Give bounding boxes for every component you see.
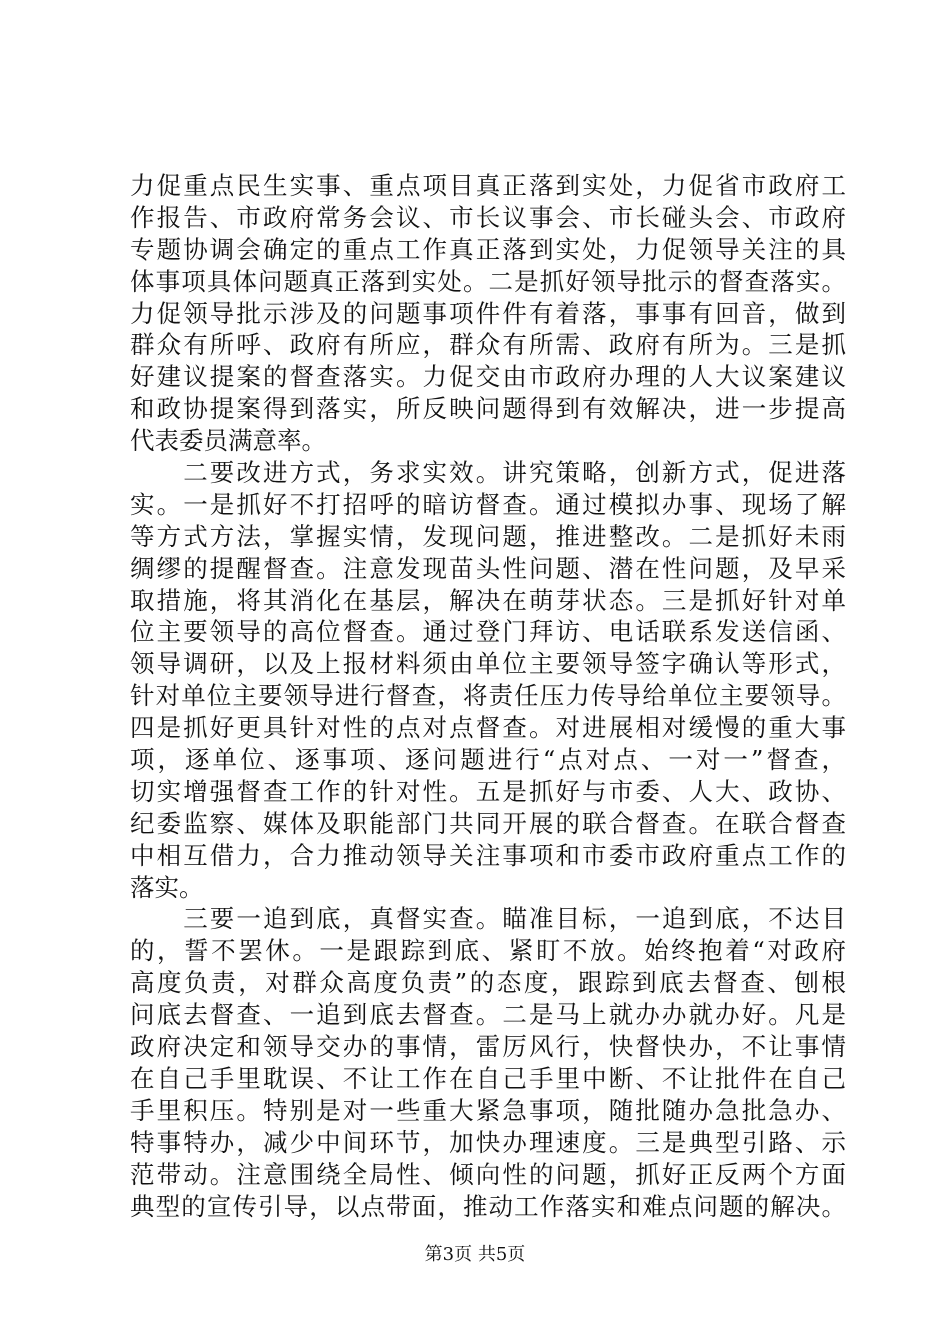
text-line: 位主要领导的高位督查。通过登门拜访、电话联系发送信函、 xyxy=(130,617,846,647)
text-line: 代表委员满意率。 xyxy=(130,426,326,456)
text-line: 专题协调会确定的重点工作真正落到实处，力促领导关注的具 xyxy=(130,234,846,264)
text-line: 中相互借力，合力推动领导关注事项和市委市政府重点工作的 xyxy=(130,840,846,870)
text-line: 的，誓不罢休。一是跟踪到底、紧盯不放。始终抱着“对政府 xyxy=(130,936,846,966)
paragraph-3 xyxy=(130,903,846,1222)
text-line: 好建议提案的督查落实。力促交由市政府办理的人大议案建议 xyxy=(130,362,846,392)
text-line: 高度负责，对群众高度负责”的态度，跟踪到底去督查、刨根 xyxy=(130,968,846,998)
text-line: 领导调研，以及上报材料须由单位主要领导签字确认等形式， xyxy=(130,649,846,679)
text-line: 项，逐单位、逐事项、逐问题进行“点对点、一对一”督查， xyxy=(130,745,846,775)
text-line: 取措施，将其消化在基层，解决在萌芽状态。三是抓好针对单 xyxy=(130,585,846,615)
text-line: 三要一追到底，真督实查。瞄准目标，一追到底，不达目 xyxy=(130,904,846,934)
text-line: 在自己手里耽误、不让工作在自己手里中断、不让批件在自己 xyxy=(130,1063,846,1093)
text-line: 力促领导批示涉及的问题事项件件有着落，事事有回音，做到 xyxy=(130,298,846,328)
text-line: 问底去督查、一追到底去督查。二是马上就办办就办好。凡是 xyxy=(130,1000,846,1030)
text-line: 绸缪的提醒督查。注意发现苗头性问题、潜在性问题，及早采 xyxy=(130,553,846,583)
text-line: 四是抓好更具针对性的点对点督查。对进展相对缓慢的重大事 xyxy=(130,713,846,743)
text-line: 针对单位主要领导进行督查，将责任压力传导给单位主要领导。 xyxy=(130,681,846,711)
page-number-footer: 第3页 共5页 xyxy=(424,1244,526,1265)
text-line: 和政协提案得到落实，所反映问题得到有效解决，进一步提高 xyxy=(130,394,846,424)
text-line: 群众有所呼、政府有所应，群众有所需、政府有所为。三是抓 xyxy=(130,330,846,360)
text-line: 政府决定和领导交办的事情，雷厉风行，快督快办，不让事情 xyxy=(130,1032,846,1062)
text-line: 力促重点民生实事、重点项目真正落到实处，力促省市政府工 xyxy=(130,171,846,200)
text-line: 范带动。注意围绕全局性、倾向性的问题，抓好正反两个方面 xyxy=(130,1159,846,1189)
text-line: 作报告、市政府常务会议、市长议事会、市长碰头会、市政府 xyxy=(130,202,846,232)
text-line: 特事特办，减少中间环节，加快办理速度。三是典型引路、示 xyxy=(130,1127,846,1157)
text-line: 落实。 xyxy=(130,872,204,902)
text-line: 手里积压。特别是对一些重大紧急事项，随批随办急批急办、 xyxy=(130,1095,846,1125)
paragraph-2 xyxy=(130,457,846,903)
text-line: 二要改进方式，务求实效。讲究策略，创新方式，促进落 xyxy=(130,458,846,488)
text-line: 切实增强督查工作的针对性。五是抓好与市委、人大、政协、 xyxy=(130,776,846,806)
text-line: 体事项具体问题真正落到实处。二是抓好领导批示的督查落实。 xyxy=(130,266,846,296)
text-line: 典型的宣传引导，以点带面，推动工作落实和难点问题的解决。 xyxy=(130,1191,846,1221)
text-line: 实。一是抓好不打招呼的暗访督查。通过模拟办事、现场了解 xyxy=(130,489,846,519)
document-body xyxy=(130,170,846,1222)
paragraph-1 xyxy=(130,170,846,457)
text-line: 纪委监察、媒体及职能部门共同开展的联合督查。在联合督查 xyxy=(130,808,846,838)
text-line: 等方式方法，掌握实情，发现问题，推进整改。二是抓好未雨 xyxy=(130,521,846,551)
